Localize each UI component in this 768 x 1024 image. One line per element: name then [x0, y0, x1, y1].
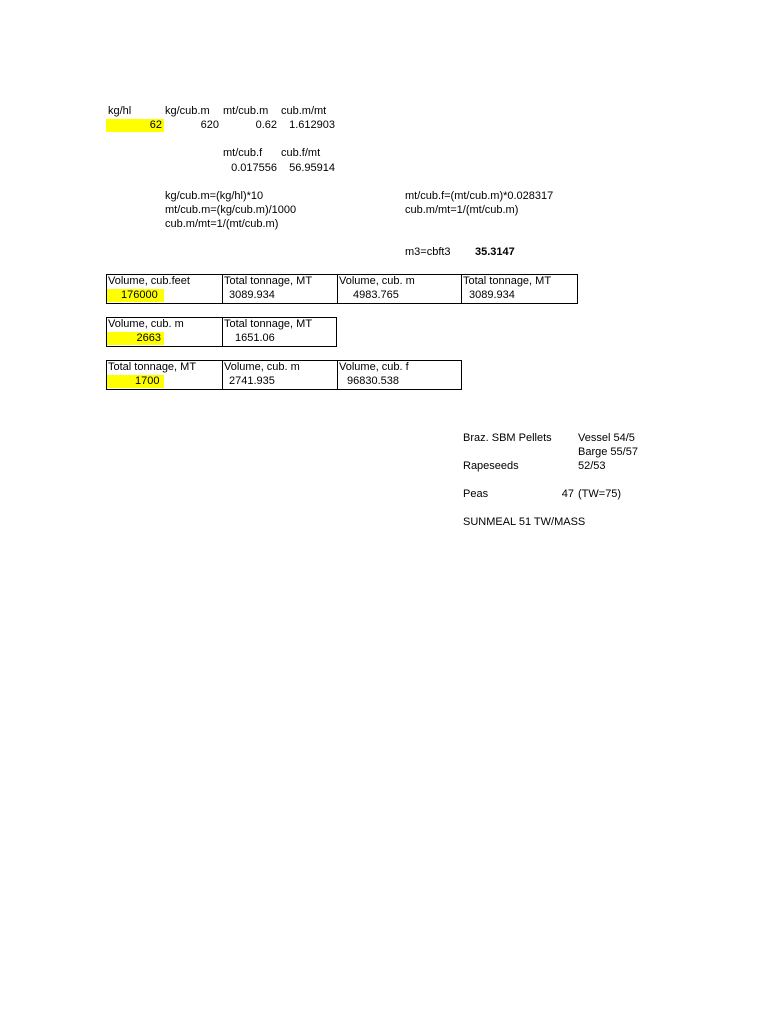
header-kg-hl: kg/hl [108, 105, 132, 117]
table1-divider-2 [337, 275, 338, 303]
formula-left-3: cub.m/mt=1/(mt/cub.m) [165, 218, 279, 230]
formula-right-1: mt/cub.f=(mt/cub.m)*0.028317 [405, 190, 554, 202]
table3-header-3: Volume, cub. f [339, 361, 409, 373]
table3-value-2: 2741.935 [229, 375, 275, 387]
header-cub-f-mt: cub.f/mt [281, 147, 321, 159]
note-vessel: Vessel 54/5 [578, 432, 635, 444]
formula-left-1: kg/cub.m=(kg/hl)*10 [165, 190, 264, 202]
table1-header-4: Total tonnage, MT [463, 275, 552, 287]
value-cub-f-mt: 56.95914 [289, 162, 335, 174]
note-barge: Barge 55/57 [578, 446, 638, 458]
value-kg-hl[interactable]: 62 [149, 119, 162, 131]
table2-divider-1 [222, 318, 223, 346]
table2-header-2: Total tonnage, MT [224, 318, 313, 330]
table3-header-1: Total tonnage, MT [108, 361, 197, 373]
table1-value-3: 4983.765 [353, 289, 399, 301]
table2-value-1[interactable]: 2663 [136, 332, 161, 344]
table1-value-1[interactable]: 176000 [121, 289, 158, 301]
header-mt-cub-f: mt/cub.f [223, 147, 263, 159]
m3-label: m3=cbft3 [405, 246, 451, 258]
table1-header-2: Total tonnage, MT [224, 275, 313, 287]
table3-divider-1 [222, 361, 223, 389]
table1-header-1: Volume, cub.feet [108, 275, 190, 287]
note-rapeseeds: Rapeseeds [463, 460, 519, 472]
table2-header-1: Volume, cub. m [108, 318, 184, 330]
header-mt-cub-m: mt/cub.m [223, 105, 269, 117]
note-peas: Peas [463, 488, 489, 500]
value-mt-cub-m: 0.62 [255, 119, 277, 131]
note-peas-value: 47 [561, 488, 574, 500]
value-mt-cub-f: 0.017556 [231, 162, 277, 174]
value-kg-cub-m: 620 [200, 119, 219, 131]
header-kg-cub-m: kg/cub.m [165, 105, 210, 117]
table3-value-3: 96830.538 [347, 375, 399, 387]
table2-value-2: 1651.06 [235, 332, 275, 344]
table1-header-3: Volume, cub. m [339, 275, 415, 287]
table1-divider-1 [222, 275, 223, 303]
value-cub-m-mt: 1.612903 [289, 119, 335, 131]
note-peas-tw: (TW=75) [578, 488, 622, 500]
table1-divider-3 [461, 275, 462, 303]
m3-value: 35.3147 [475, 246, 515, 258]
formula-right-2: cub.m/mt=1/(mt/cub.m) [405, 204, 519, 216]
table3-value-1[interactable]: 1700 [135, 375, 160, 387]
note-braz-sbm: Braz. SBM Pellets [463, 432, 552, 444]
header-cub-m-mt: cub.m/mt [281, 105, 327, 117]
note-rapeseeds-value: 52/53 [578, 460, 606, 472]
table1-value-2: 3089.934 [229, 289, 275, 301]
note-sunmeal: SUNMEAL 51 TW/MASS [463, 516, 586, 528]
table3-header-2: Volume, cub. m [224, 361, 300, 373]
formula-left-2: mt/cub.m=(kg/cub.m)/1000 [165, 204, 297, 216]
table1-value-4: 3089.934 [469, 289, 515, 301]
table3-divider-2 [337, 361, 338, 389]
